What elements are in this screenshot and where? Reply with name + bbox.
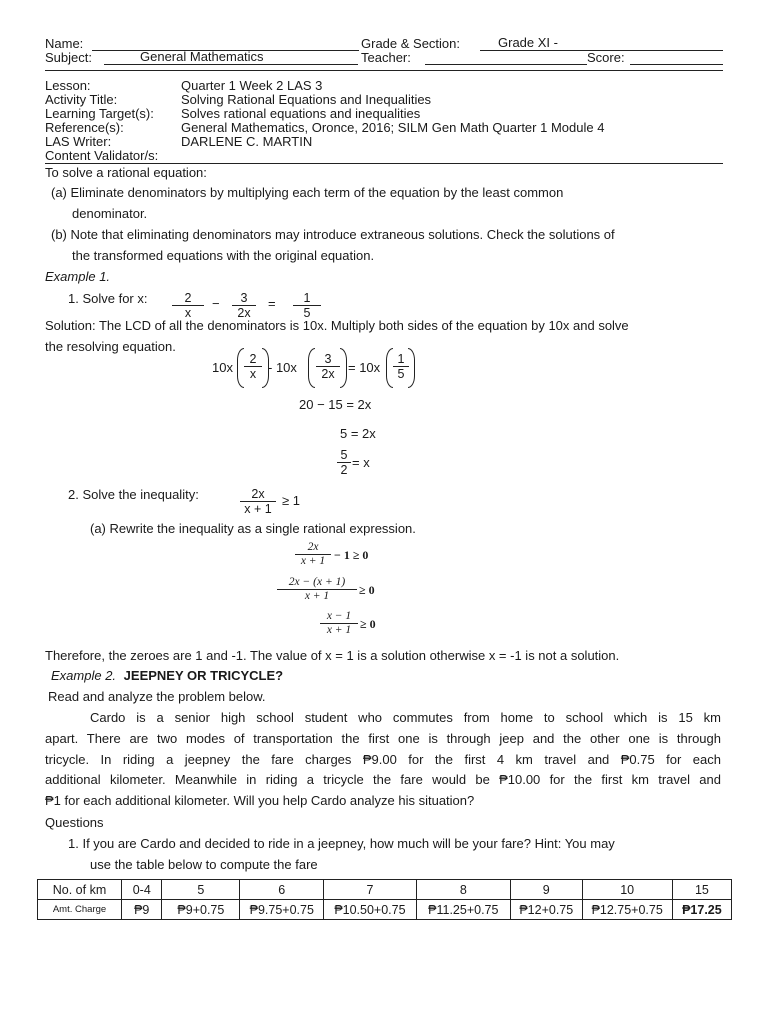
table-cell: 5 xyxy=(162,880,240,900)
para-line: additional kilometer. Meanwhile in riding a tricycle the fare would be ₱10.00 for the first km travel and xyxy=(45,772,721,788)
m1-num: 2x xyxy=(295,541,331,555)
table-cell: 15 xyxy=(672,880,731,900)
question1-line2: use the table below to compute the fare xyxy=(90,857,318,872)
eq-fraction-2-over-x xyxy=(172,291,204,320)
step4-rest: = x xyxy=(352,455,370,470)
eq-f3-num: 1 xyxy=(293,291,321,306)
step1-10x: 10x xyxy=(212,360,233,375)
left-paren xyxy=(386,348,393,388)
table-cell: 9 xyxy=(510,880,582,900)
info-lesson-label: Lesson: xyxy=(45,78,91,93)
table-cell: ₱9+0.75 xyxy=(162,900,240,920)
info-divider xyxy=(45,163,723,164)
table-cell: ₱12+0.75 xyxy=(510,900,582,920)
ineq-fraction xyxy=(240,487,276,516)
step4-fraction-5-over-2 xyxy=(337,448,351,477)
table-cell: ₱17.25 xyxy=(672,900,731,920)
table-cell: 8 xyxy=(416,880,510,900)
m2-rest: ≥ 0 xyxy=(359,583,375,597)
example1-title: Example 1. xyxy=(45,269,111,284)
teacher-label: Teacher: xyxy=(361,50,411,65)
problem-paragraph xyxy=(45,708,721,812)
m2-den: x + 1 xyxy=(304,590,330,602)
step1-minus-10x: - 10x xyxy=(268,360,297,375)
teacher-field[interactable] xyxy=(425,50,587,65)
name-label: Name: xyxy=(45,36,84,51)
question1-line1: 1. If you are Cardo and decided to ride in a jeepney, how much will be your fare? Hint: You may xyxy=(68,836,615,851)
subject-value: General Mathematics xyxy=(140,49,264,64)
step1-f2-num: 3 xyxy=(316,352,340,367)
eq-f1-den: x xyxy=(184,306,192,320)
step1-fraction-2-over-x xyxy=(244,352,262,381)
table-cell: ₱9.75+0.75 xyxy=(240,900,324,920)
intro-b-line2: the transformed equations with the original equation. xyxy=(72,248,375,263)
intro-heading: To solve a rational equation: xyxy=(45,165,207,180)
step1-fraction-3-over-2x xyxy=(316,352,340,381)
ineq-rest: ≥ 1 xyxy=(282,493,300,508)
intro-b-line1: (b) Note that eliminating denominators may introduce extraneous solutions. Check the solutions of xyxy=(51,227,615,242)
info-reference-label: Reference(s): xyxy=(45,120,124,135)
m3-fraction xyxy=(320,610,358,637)
step1-f3-den: 5 xyxy=(397,367,405,381)
m3-num: x − 1 xyxy=(320,610,358,624)
step1-f2-den: 2x xyxy=(321,367,335,381)
read-instruction: Read and analyze the problem below. xyxy=(48,689,266,704)
m1-fraction xyxy=(295,541,331,568)
eq-f3-den: 5 xyxy=(303,306,311,320)
m3-den: x + 1 xyxy=(326,624,352,636)
step1-fraction-1-over-5 xyxy=(393,352,409,381)
eq-f2-den: 2x xyxy=(237,306,251,320)
grade-field[interactable] xyxy=(480,36,723,51)
example1-item1-label: 1. Solve for x: xyxy=(68,291,148,306)
grade-value: Grade XI - xyxy=(498,35,558,50)
example2-heading xyxy=(51,668,283,683)
step1-f3-num: 1 xyxy=(393,352,409,367)
m1-den: x + 1 xyxy=(300,555,326,567)
solution-line2: the resolving equation. xyxy=(45,339,176,354)
info-writer-value: DARLENE C. MARTIN xyxy=(181,134,313,149)
table-cell: ₱12.75+0.75 xyxy=(582,900,672,920)
info-validator-label: Content Validator/s: xyxy=(45,148,159,163)
left-paren xyxy=(237,348,244,388)
m3-rest: ≥ 0 xyxy=(360,617,376,631)
m2-num: 2x − (x + 1) xyxy=(277,576,357,590)
para-line: tricycle. In riding a jeepney the fare charges ₱9.00 for the first 4 km travel and ₱0.75 for each xyxy=(45,751,721,767)
table-cell: 7 xyxy=(324,880,416,900)
intro-a-line2: denominator. xyxy=(72,206,148,221)
questions-label: Questions xyxy=(45,815,104,830)
step4-num: 5 xyxy=(337,448,351,463)
info-activity-value: Solving Rational Equations and Inequalities xyxy=(181,92,432,107)
info-lesson-value: Quarter 1 Week 2 LAS 3 xyxy=(181,78,323,93)
step4-den: 2 xyxy=(340,463,348,477)
eq-minus: − xyxy=(212,296,220,311)
subject-label: Subject: xyxy=(45,50,92,65)
step1-f1-num: 2 xyxy=(244,352,262,367)
therefore-text: Therefore, the zeroes are 1 and -1. The value of x = 1 is a solution otherwise x = -1 is not a solution. xyxy=(45,648,620,663)
fare-table xyxy=(37,879,732,920)
step3: 5 = 2x xyxy=(340,426,376,441)
m1-rest: − 1 ≥ 0 xyxy=(334,548,369,562)
intro-a-line1: (a) Eliminate denominators by multiplying each term of the equation by the least common xyxy=(51,185,564,200)
part-a-text: (a) Rewrite the inequality as a single rational expression. xyxy=(90,521,416,536)
table-cell: ₱9 xyxy=(122,900,162,920)
solution-line1: Solution: The LCD of all the denominators is 10x. Multiply both sides of the equation by 10x and solve xyxy=(45,318,629,333)
example1-item2-label: 2. Solve the inequality: xyxy=(68,487,199,502)
table-row xyxy=(38,880,732,900)
m2-fraction xyxy=(277,576,357,603)
table-row xyxy=(38,900,732,920)
table-cell: 0-4 xyxy=(122,880,162,900)
para-line: Cardo is a senior high school student who commutes from home to school which is 15 km xyxy=(90,710,721,725)
table-cell: 10 xyxy=(582,880,672,900)
para-line: apart. There are two modes of transportation the first one is through jeep and the other one is through xyxy=(45,730,721,746)
step2: 20 − 15 = 2x xyxy=(299,397,372,412)
example2-subtitle: JEEPNEY OR TRICYCLE? xyxy=(123,668,284,683)
info-target-label: Learning Target(s): xyxy=(45,106,154,121)
row-header-charge: Amt. Charge xyxy=(38,900,122,920)
table-cell: ₱10.50+0.75 xyxy=(324,900,416,920)
table-cell: ₱11.25+0.75 xyxy=(416,900,510,920)
eq-fraction-1-over-5 xyxy=(293,291,321,320)
right-paren xyxy=(408,348,415,388)
ineq-den: x + 1 xyxy=(244,502,272,516)
right-paren xyxy=(340,348,347,388)
info-target-value: Solves rational equations and inequalities xyxy=(181,106,421,121)
eq-f1-num: 2 xyxy=(172,291,204,306)
subject-field[interactable] xyxy=(104,50,358,65)
info-activity-label: Activity Title: xyxy=(45,92,118,107)
grade-label: Grade & Section: xyxy=(361,36,460,51)
header-divider xyxy=(45,70,723,71)
left-paren xyxy=(308,348,315,388)
row-header-km: No. of km xyxy=(38,880,122,900)
ineq-num: 2x xyxy=(240,487,276,502)
eq-equals: = xyxy=(268,296,276,311)
table-cell: 6 xyxy=(240,880,324,900)
step1-f1-den: x xyxy=(249,367,257,381)
eq-f2-num: 3 xyxy=(232,291,256,306)
info-reference-value: General Mathematics, Oronce, 2016; SILM Gen Math Quarter 1 Module 4 xyxy=(181,120,605,135)
score-field[interactable] xyxy=(630,50,723,65)
example2-title: Example 2. xyxy=(51,668,117,683)
eq-fraction-3-over-2x xyxy=(232,291,256,320)
step1-equals-10x: = 10x xyxy=(348,360,381,375)
para-line: ₱1 for each additional kilometer. Will you help Cardo analyze his situation? xyxy=(45,793,475,809)
score-label: Score: xyxy=(587,50,625,65)
info-writer-label: LAS Writer: xyxy=(45,134,112,149)
